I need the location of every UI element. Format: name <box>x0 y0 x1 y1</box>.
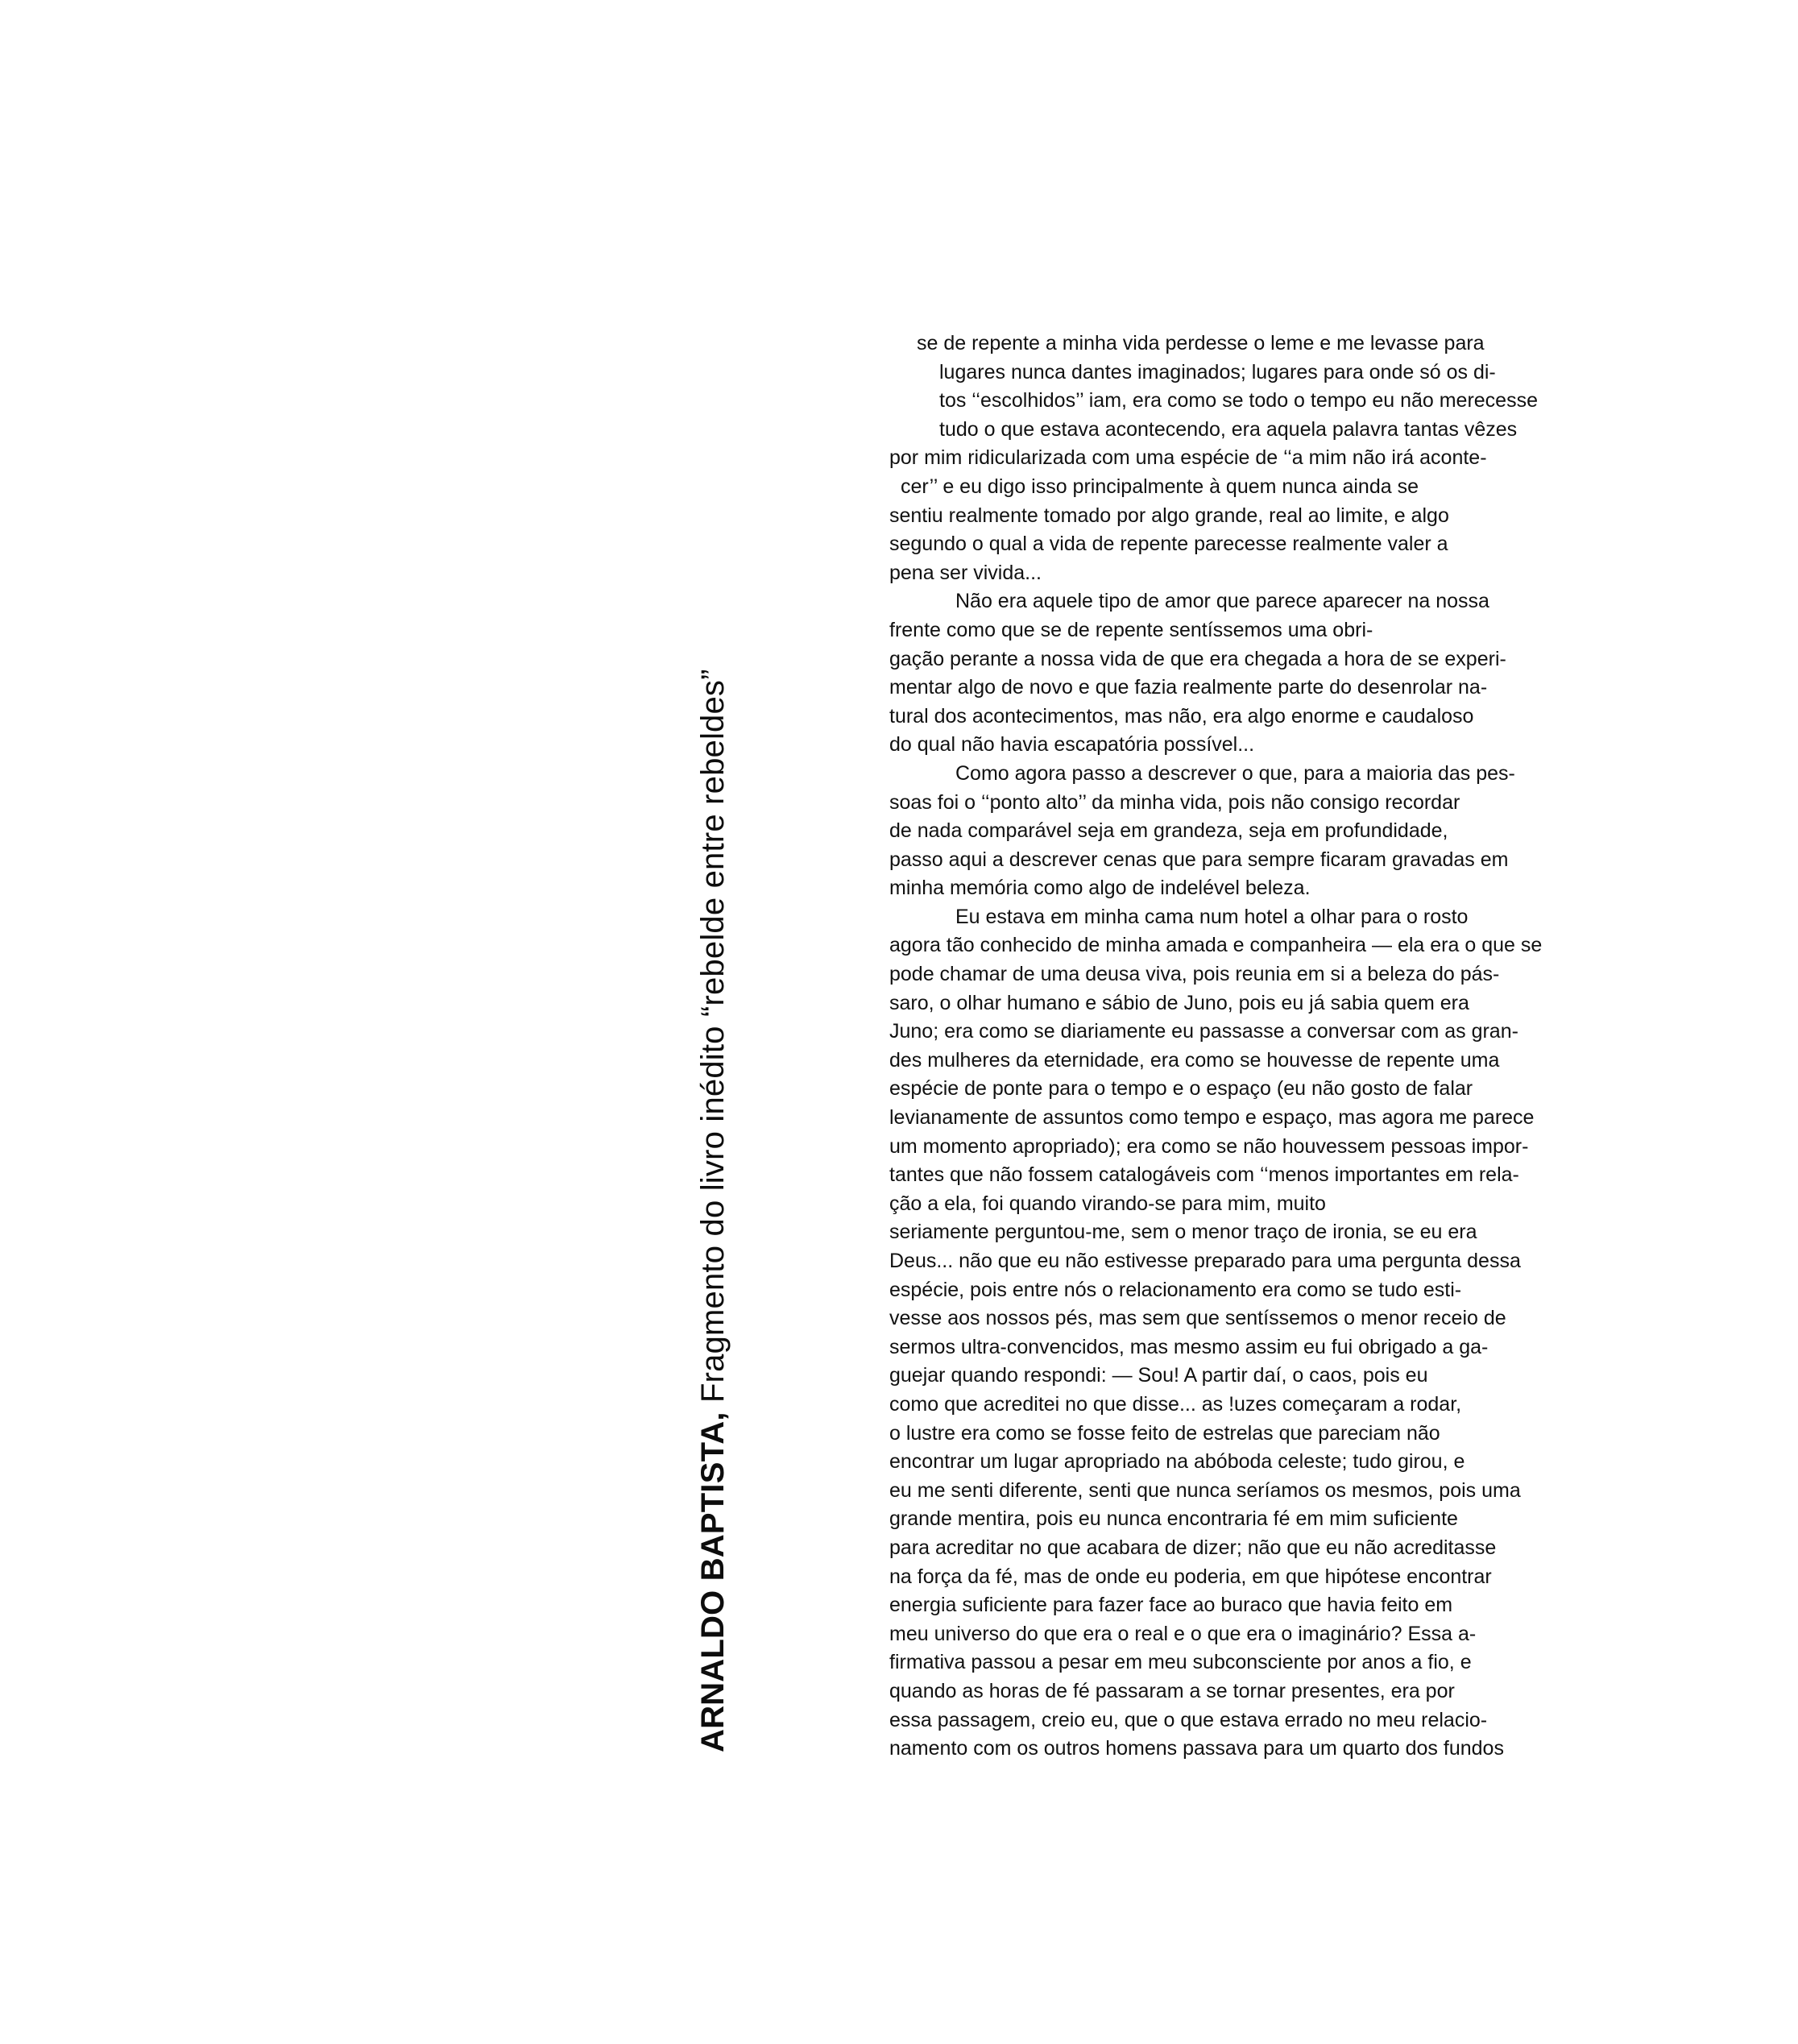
text-line: para acreditar no que acabara de dizer; não que eu não acreditasse <box>889 1536 1497 1559</box>
text-line: saro, o olhar humano e sábio de Juno, pois eu já sabia quem era <box>889 991 1469 1014</box>
text-line: guejar quando respondi: — Sou! A partir daí, o caos, pois eu <box>889 1364 1428 1387</box>
text-line: um momento apropriado); era como se não houvessem pessoas impor- <box>889 1134 1529 1158</box>
text-line: gação perante a nossa vida de que era chegada a hora de se experi- <box>889 647 1506 670</box>
text-line: levianamente de assuntos como tempo e espaço, mas agora me parece <box>889 1106 1535 1130</box>
text-line: tos ‘‘escolhidos’’ iam, era como se todo o tempo eu não merecesse <box>939 389 1538 413</box>
text-line: lugares nunca dantes imaginados; lugares para onde só os di- <box>939 360 1496 384</box>
text-line: minha memória como algo de indelével beleza. <box>889 877 1311 900</box>
text-line: Não era aquele tipo de amor que parece aparecer na nossa <box>955 590 1489 613</box>
text-line: namento com os outros homens passava para um quarto dos fundos <box>889 1737 1504 1760</box>
text-line: vesse aos nossos pés, mas sem que sentíssemos o menor receio de <box>889 1307 1506 1330</box>
text-line: Juno; era como se diariamente eu passasse a conversar com as gran- <box>889 1020 1518 1043</box>
text-column <box>886 330 1692 1764</box>
text-line: passo aqui a descrever cenas que para sempre ficaram gravadas em <box>889 848 1509 871</box>
text-line: Deus... não que eu não estivesse preparado para uma pergunta dessa <box>889 1250 1521 1272</box>
text-line: se de repente a minha vida perdesse o leme e me levasse para <box>917 332 1485 354</box>
text-line: na força da fé, mas de onde eu poderia, em que hipótese encontrar <box>889 1565 1492 1588</box>
text-line: quando as horas de fé passaram a se tornar presentes, era por <box>889 1679 1455 1702</box>
text-line: encontrar um lugar apropriado na abóboda celeste; tudo girou, e <box>889 1450 1465 1474</box>
text-line: tural dos acontecimentos, mas não, era algo enorme e caudaloso <box>889 704 1474 728</box>
book-subtitle: Fragmento do livro inédito “rebelde entre rebeldes” <box>695 669 731 1403</box>
side-title <box>697 669 729 1752</box>
text-line: tudo o que estava acontecendo, era aquela palavra tantas vêzes <box>939 417 1518 441</box>
text-line: Como agora passo a descrever o que, para a maioria das pes- <box>955 761 1515 785</box>
text-line: ção a ela, foi quando virando-se para mim, muito <box>889 1192 1326 1215</box>
text-line: Eu estava em minha cama num hotel a olhar para o rosto <box>955 905 1469 928</box>
text-line: do qual não havia escapatória possível... <box>889 733 1255 757</box>
text-line: segundo o qual a vida de repente parecesse realmente valer a <box>889 533 1448 556</box>
text-line: energia suficiente para fazer face ao buraco que havia feito em <box>889 1594 1453 1617</box>
text-line: seriamente perguntou-me, sem o menor traço de ironia, se eu era <box>889 1221 1477 1244</box>
text-line: de nada comparável seja em grandeza, seja em profundidade, <box>889 819 1448 843</box>
text-line: eu me senti diferente, senti que nunca seríamos os mesmos, pois uma <box>889 1478 1521 1502</box>
text-line: cer’’ e eu digo isso principalmente à quem nunca ainda se <box>901 475 1419 498</box>
text-line: essa passagem, creio eu, que o que estava errado no meu relacio- <box>889 1708 1488 1731</box>
text-line: pode chamar de uma deusa viva, pois reunia em si a beleza do pás- <box>889 963 1500 986</box>
text-line: tantes que não fossem catalogáveis com ‘‘menos importantes em rela- <box>889 1163 1519 1187</box>
text-line: espécie, pois entre nós o relacionamento era como se tudo esti- <box>889 1278 1462 1301</box>
text-line: grande mentira, pois eu nunca encontraria fé em mim suficiente <box>889 1507 1458 1531</box>
text-line: mentar algo de novo e que fazia realmente parte do desenrolar na- <box>889 676 1488 699</box>
text-line: como que acreditei no que disse... as !uzes começaram a rodar, <box>889 1392 1462 1416</box>
text-line: meu universo do que era o real e o que era o imaginário? Essa a- <box>889 1622 1477 1645</box>
text-line: pena ser vivida... <box>889 561 1042 584</box>
text-line: sentiu realmente tomado por algo grande, real ao limite, e algo <box>889 504 1449 527</box>
text-line: des mulheres da eternidade, era como se houvesse de repente uma <box>889 1048 1500 1072</box>
text-line: sermos ultra-convencidos, mas mesmo assim eu fui obrigado a ga- <box>889 1335 1489 1358</box>
text-line: o lustre era como se fosse feito de estrelas que pareciam não <box>889 1421 1440 1445</box>
text-line: firmativa passou a pesar em meu subconsciente por anos a fio, e <box>889 1651 1472 1674</box>
text-line: agora tão conhecido de minha amada e companheira — ela era o que se <box>889 934 1543 957</box>
text-line: soas foi o ‘‘ponto alto’’ da minha vida, pois não consigo recordar <box>889 790 1460 814</box>
text-line: espécie de ponte para o tempo e o espaço (eu não gosto de falar <box>889 1077 1473 1101</box>
author-name: ARNALDO BAPTISTA, <box>695 1412 731 1752</box>
text-line: frente como que se de repente sentíssemos uma obri- <box>889 618 1373 641</box>
text-line: por mim ridicularizada com uma espécie de ‘‘a mim não irá aconte- <box>889 446 1487 470</box>
